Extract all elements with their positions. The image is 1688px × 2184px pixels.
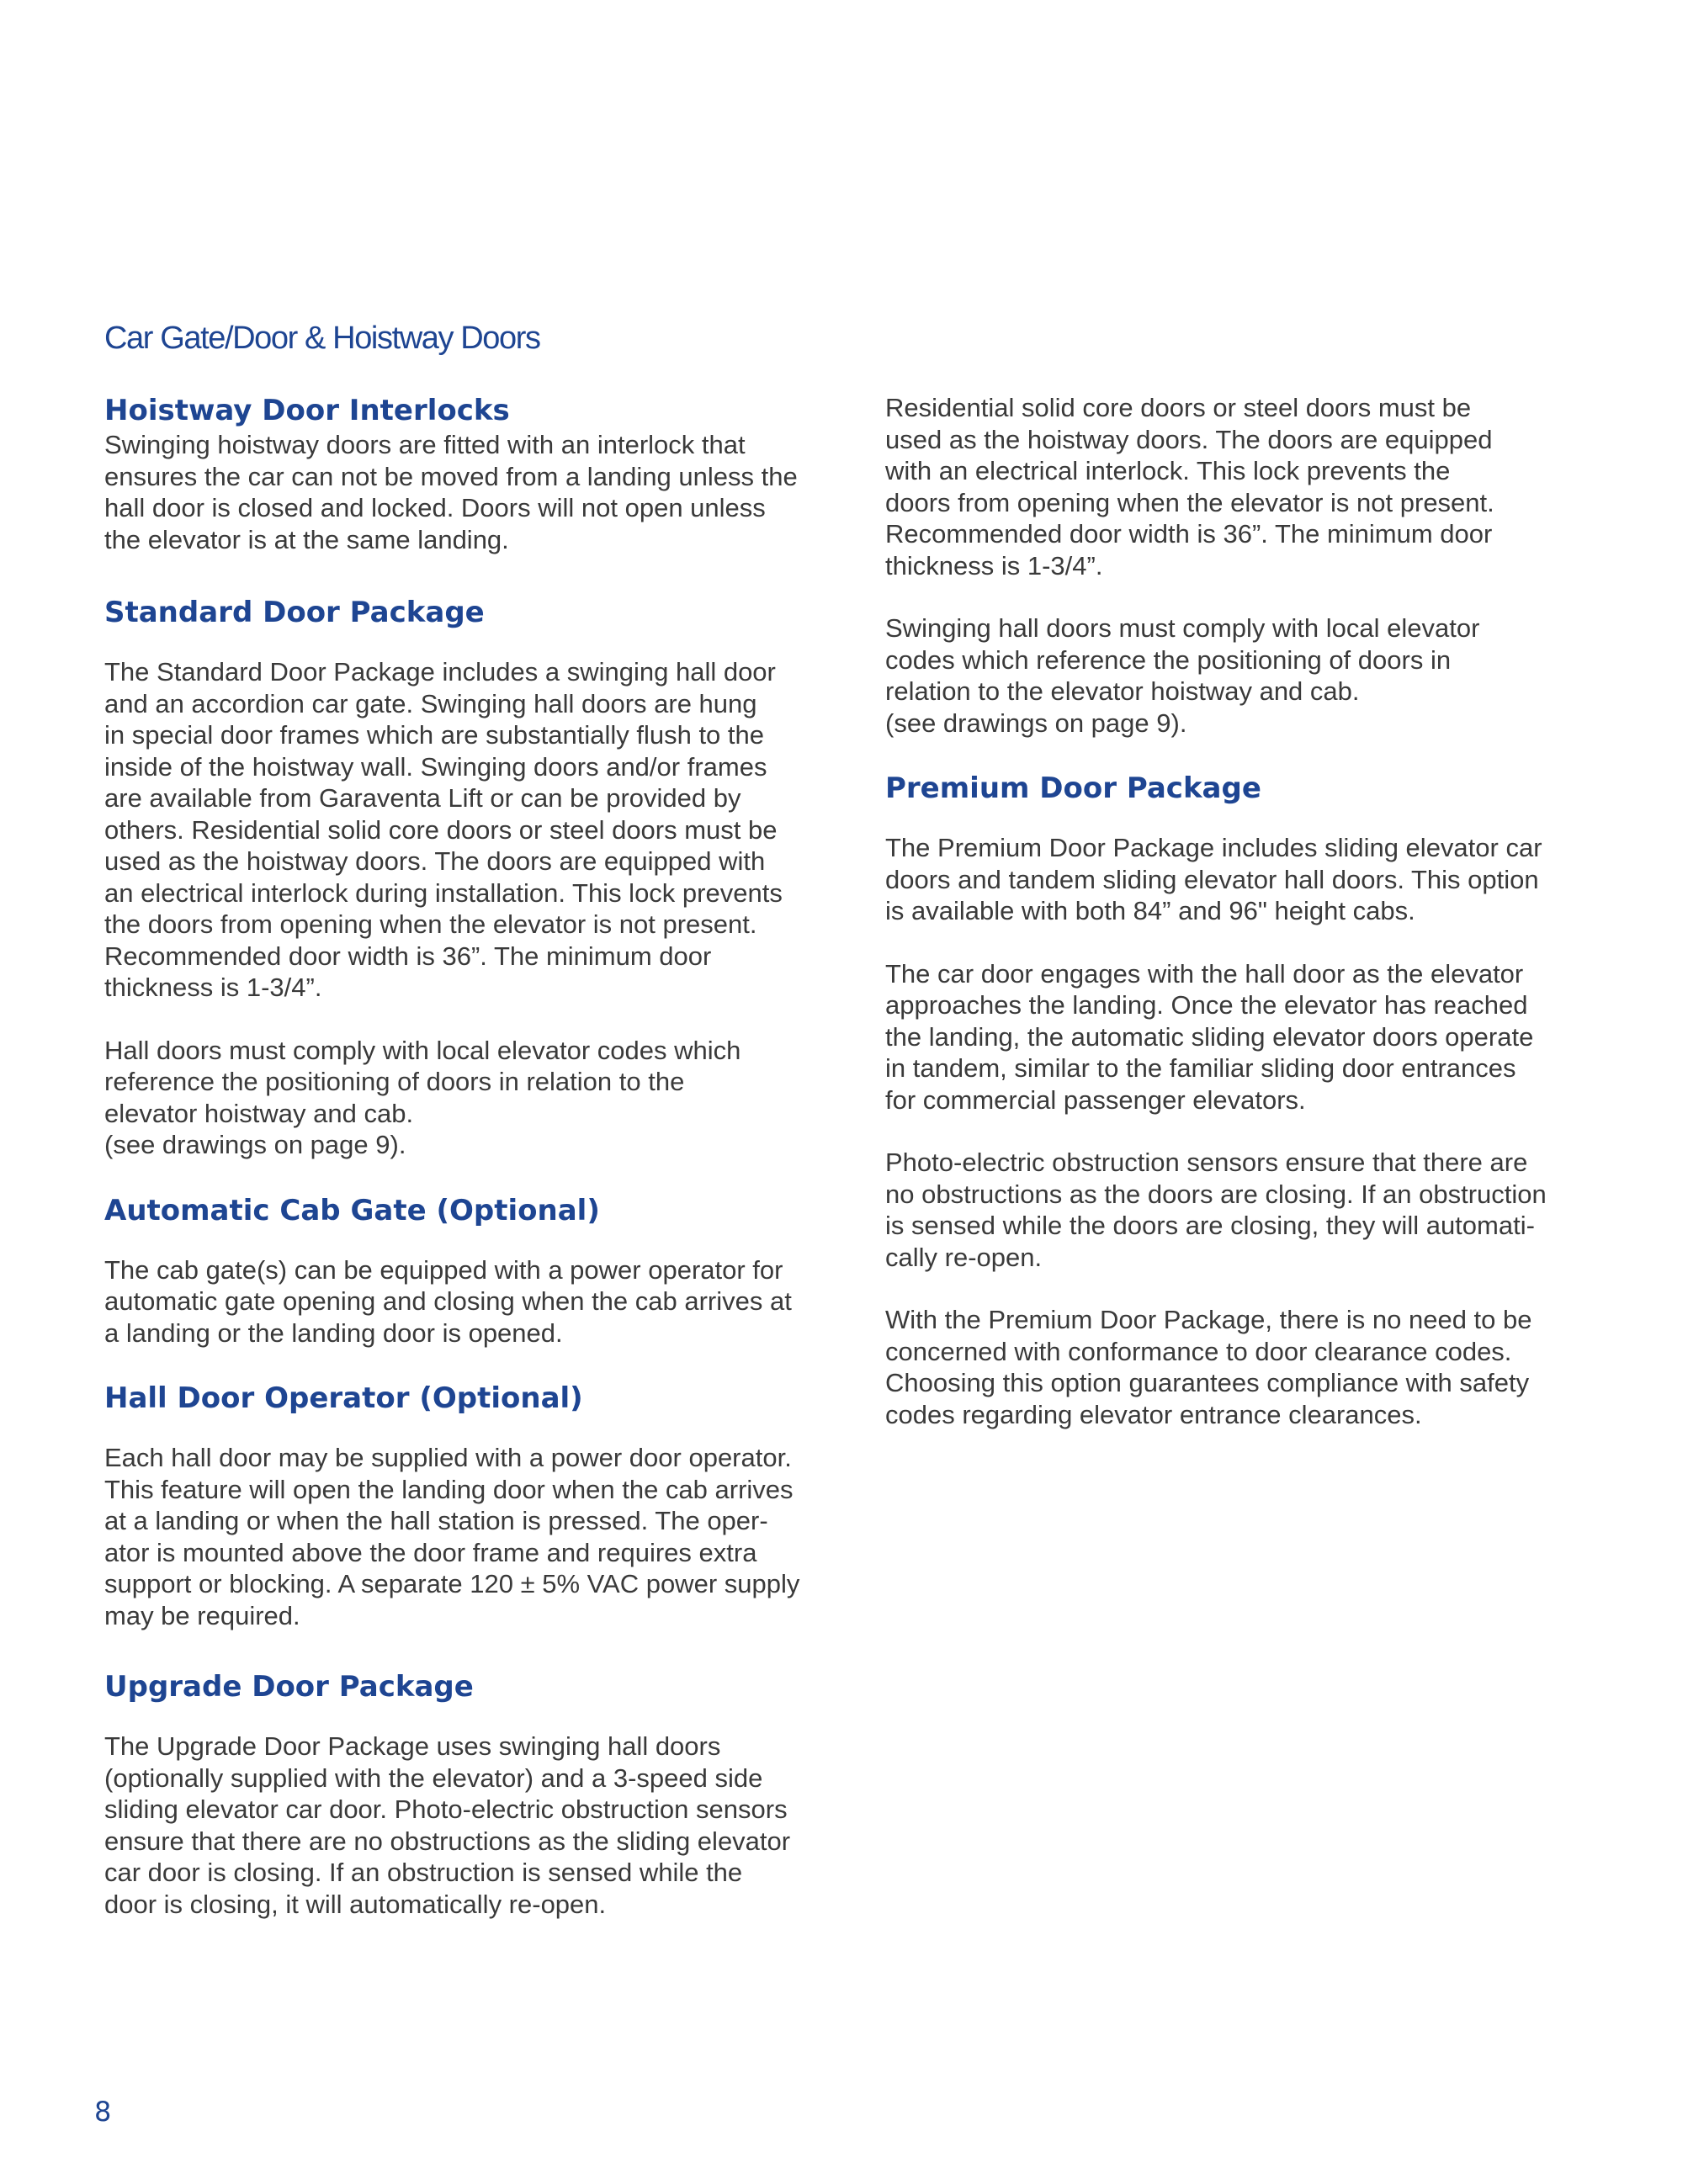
section-heading: Upgrade Door Package [104,1670,474,1704]
text-line: is sensed while the doors are closing, they will automati- [885,1211,1535,1240]
paragraph [104,1035,811,1161]
text-line: may be required. [104,1600,300,1630]
section-automatic-cab-gate [104,1192,811,1349]
page-number: 8 [94,2096,112,2128]
text-line: reference the positioning of doors in relation to the [104,1067,685,1096]
paragraph [885,832,1575,927]
text-line: This feature will open the landing door when the cab arrives [104,1474,794,1504]
section-heading: Premium Door Package [885,771,1261,805]
text-line: relation to the elevator hoistway and cab. [885,676,1360,706]
section-upgrade-door-package [104,1668,811,1920]
text-line: Recommended door width is 36”. The minimum door [885,519,1493,549]
text-line: car door is closing. If an obstruction is sensed while the [104,1858,743,1887]
text-line: Recommended door width is 36”. The minimum door [104,941,712,971]
paragraph [104,429,811,555]
text-line: a landing or the landing door is opened. [104,1317,563,1348]
paragraph [885,958,1575,1116]
text-line: an electrical interlock during installation. This lock prevents [104,877,783,908]
text-line: are available from Garaventa Lift or can be provided by [104,783,741,813]
text-line: no obstructions as the doors are closing. If an obstruction [885,1179,1547,1209]
section-hall-door-operator [104,1380,811,1631]
text-line: (see drawings on page 9). [104,1130,406,1159]
text-line: the doors from opening when the elevator is not present. [104,909,757,939]
text-line: codes regarding elevator entrance clearances. [885,1399,1422,1429]
section-standard-door-package [104,594,811,1161]
text-line: used as the hoistway doors. The doors are equipped with [104,846,766,876]
text-line: (see drawings on page 9). [885,708,1187,738]
text-line: with an electrical interlock. This lock prevents the [885,456,1451,485]
text-line: door is closing, it will automatically re-open. [104,1889,607,1919]
paragraph [104,1254,811,1349]
paragraph [885,1304,1575,1430]
text-line: the landing, the automatic sliding elevator doors operate [885,1021,1534,1052]
text-line: elevator hoistway and cab. [104,1098,414,1128]
text-line: The Standard Door Package includes a swinging hall door [104,657,776,686]
text-line: Each hall door may be supplied with a power door operator. [104,1443,792,1472]
text-line: ensure that there are no obstructions as the sliding elevator [104,1826,791,1856]
left-column [104,392,811,1920]
text-line: sliding elevator car door. Photo-electric obstruction sensors [104,1794,788,1824]
text-line: approaches the landing. Once the elevator has reached [885,990,1528,1020]
text-line: cally re-open. [885,1242,1043,1272]
text-line: ensures the car can not be moved from a landing unless the [104,461,798,491]
text-line: The Upgrade Door Package uses swinging hall doors [104,1731,721,1761]
section-heading: Hall Door Operator (Optional) [104,1381,583,1415]
text-line: Residential solid core doors or steel doors must be [885,393,1472,422]
text-line: and an accordion car gate. Swinging hall doors are hung [104,688,757,718]
paragraph [104,1731,811,1920]
text-line: the elevator is at the same landing. [104,524,509,554]
paragraph [885,392,1575,581]
text-line: With the Premium Door Package, there is no need to be [885,1305,1532,1334]
text-line: in tandem, similar to the familiar sliding door entrances [885,1053,1516,1083]
text-line: The Premium Door Package includes sliding elevator car [885,833,1542,862]
text-line: doors from opening when the elevator is not present. [885,487,1494,517]
text-line: used as the hoistway doors. The doors are equipped [885,424,1493,454]
section-heading: Automatic Cab Gate (Optional) [104,1193,600,1227]
text-line: for commercial passenger elevators. [885,1084,1306,1115]
section-heading: Standard Door Package [104,596,485,629]
text-line: Swinging hall doors must comply with local elevator [885,613,1480,643]
page-title: Car Gate/Door & Hoistway Doors [104,321,540,356]
text-line: in special door frames which are substantially flush to the [104,720,765,750]
right-column [885,392,1575,1430]
text-line: doors and tandem sliding elevator hall doors. This option [885,864,1539,894]
text-line: concerned with conformance to door clearance codes. [885,1336,1512,1366]
text-line: The car door engages with the hall door as the elevator [885,958,1524,989]
text-line: Swinging hoistway doors are fitted with an interlock that [104,430,746,459]
text-line: Choosing this option guarantees compliance with safety [885,1368,1530,1397]
text-line: inside of the hoistway wall. Swinging doors and/or frames [104,751,767,782]
section-premium-door-package [885,770,1575,1430]
section-heading: Hoistway Door Interlocks [104,394,510,427]
text-line: (optionally supplied with the elevator) and a 3-speed side [104,1763,763,1793]
paragraph [104,656,811,1004]
text-line: support or blocking. A separate 120 ± 5% VAC power supply [104,1569,800,1598]
text-line: Photo-electric obstruction sensors ensure that there are [885,1148,1528,1177]
paragraph [104,1442,811,1631]
text-line: codes which reference the positioning of doors in [885,644,1452,675]
text-line: automatic gate opening and closing when the cab arrives at [104,1286,792,1316]
text-line: The cab gate(s) can be equipped with a power operator for [104,1254,783,1285]
section-hoistway-door-interlocks [104,392,811,555]
section-continuation [885,392,1575,739]
text-line: thickness is 1-3/4”. [104,973,322,1002]
text-line: thickness is 1-3/4”. [885,550,1103,580]
text-line: ator is mounted above the door frame and requires extra [104,1537,757,1567]
paragraph [885,1147,1575,1273]
text-line: others. Residential solid core doors or steel doors must be [104,814,778,845]
text-line: Hall doors must comply with local elevator codes which [104,1035,741,1065]
text-line: hall door is closed and locked. Doors will not open unless [104,493,766,522]
paragraph [885,612,1575,739]
text-line: at a landing or when the hall station is pressed. The oper- [104,1506,768,1535]
text-line: is available with both 84” and 96" height cabs. [885,896,1415,925]
